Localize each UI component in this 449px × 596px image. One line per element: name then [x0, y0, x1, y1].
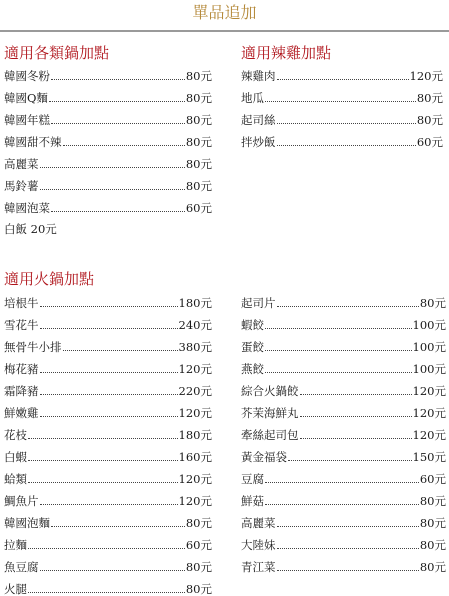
menu-item-name: 霜降豬 — [4, 384, 39, 398]
menu-item-name: 大陸妹 — [241, 538, 276, 552]
menu-item — [4, 398, 212, 420]
dot-leader — [28, 438, 178, 439]
menu-item-name: 韓國泡菜 — [4, 201, 50, 215]
dot-leader — [40, 306, 178, 307]
menu-list-spicy — [241, 61, 443, 149]
menu-item-price: 100元 — [412, 340, 446, 354]
menu-item-name: 韓國甜不辣 — [4, 135, 62, 149]
dot-leader — [300, 438, 412, 439]
menu-item-price: 80元 — [419, 516, 446, 530]
menu-item-price: 80元 — [185, 91, 212, 105]
menu-item-name: 高麗菜 — [241, 516, 276, 530]
menu-item-name: 起司片 — [241, 296, 276, 310]
menu-item — [241, 420, 446, 442]
menu-item-name: 蛤類 — [4, 472, 27, 486]
menu-item-name: 豆腐 — [241, 472, 264, 486]
menu-item-price: 60元 — [419, 472, 446, 486]
menu-item-name: 韓國泡麵 — [4, 516, 50, 530]
menu-item — [241, 127, 443, 149]
menu-item — [241, 105, 443, 127]
menu-item-name: 培根牛 — [4, 296, 39, 310]
menu-item-price: 80元 — [185, 560, 212, 574]
menu-item-price: 80元 — [416, 91, 443, 105]
menu-item-price: 120元 — [178, 472, 212, 486]
menu-item — [241, 83, 443, 105]
menu-item-name: 白蝦 — [4, 450, 27, 464]
menu-item — [4, 83, 212, 105]
dot-leader — [265, 372, 412, 373]
menu-item — [241, 288, 446, 310]
menu-item-name: 韓國年糕 — [4, 113, 50, 127]
menu-item-price: 240元 — [178, 318, 212, 332]
menu-item — [241, 486, 446, 508]
menu-item-price: 180元 — [178, 296, 212, 310]
menu-item-name: 辣雞肉 — [241, 69, 276, 83]
menu-item-name: 拌炒飯 — [241, 135, 276, 149]
menu-item — [4, 442, 212, 464]
menu-item-name: 蝦餃 — [241, 318, 264, 332]
menu-item-price: 100元 — [412, 318, 446, 332]
dot-leader — [277, 570, 419, 571]
menu-item — [4, 552, 212, 574]
menu-item — [241, 61, 443, 83]
menu-item — [4, 354, 212, 376]
menu-item-price: 120元 — [412, 406, 446, 420]
menu-item — [4, 171, 212, 193]
menu-item-price: 120元 — [178, 494, 212, 508]
menu-item-price: 60元 — [416, 135, 443, 149]
dot-leader — [28, 592, 185, 593]
menu-item — [4, 127, 212, 149]
menu-item-name: 牽絲起司包 — [241, 428, 299, 442]
menu-item — [4, 105, 212, 127]
menu-item-name: 鯛魚片 — [4, 494, 39, 508]
menu-item-price: 80元 — [185, 69, 212, 83]
dot-leader — [40, 416, 178, 417]
menu-item-name: 雪花牛 — [4, 318, 39, 332]
menu-item — [4, 332, 212, 354]
menu-item-name: 韓國冬粉 — [4, 69, 50, 83]
dot-leader — [265, 482, 419, 483]
menu-item-name: 花枝 — [4, 428, 27, 442]
page-title: 單品追加 — [192, 3, 257, 22]
dot-leader — [300, 394, 412, 395]
menu-item-price: 80元 — [416, 113, 443, 127]
menu-item — [4, 193, 212, 215]
menu-item-name: 起司絲 — [241, 113, 276, 127]
menu-list-korean — [4, 61, 212, 215]
dot-leader — [300, 416, 412, 417]
menu-item-price: 80元 — [419, 494, 446, 508]
header-divider — [0, 30, 449, 32]
menu-item — [241, 530, 446, 552]
menu-item-price: 120元 — [178, 406, 212, 420]
dot-leader — [277, 306, 419, 307]
menu-item — [4, 288, 212, 310]
menu-item — [4, 61, 212, 83]
menu-item-price: 80元 — [419, 538, 446, 552]
dot-leader — [277, 526, 419, 527]
menu-item-price: 80元 — [185, 135, 212, 149]
menu-item — [241, 354, 446, 376]
menu-item-price: 380元 — [178, 340, 212, 354]
menu-item — [4, 464, 212, 486]
menu-item-price: 80元 — [185, 179, 212, 193]
menu-item-price: 80元 — [185, 516, 212, 530]
menu-item — [4, 486, 212, 508]
menu-item-name: 馬鈴薯 — [4, 179, 39, 193]
dot-leader — [40, 167, 185, 168]
menu-item — [241, 332, 446, 354]
dot-leader — [40, 570, 185, 571]
dot-leader — [63, 350, 178, 351]
menu-item-name: 梅花豬 — [4, 362, 39, 376]
menu-item-name: 燕餃 — [241, 362, 264, 376]
dot-leader — [277, 145, 416, 146]
menu-list-hotpot-left — [4, 288, 212, 596]
menu-item — [4, 149, 212, 171]
dot-leader — [288, 460, 412, 461]
dot-leader — [265, 328, 412, 329]
menu-item-price: 180元 — [178, 428, 212, 442]
menu-item-name: 無骨牛小排 — [4, 340, 62, 354]
menu-item-price: 120元 — [412, 428, 446, 442]
section-title-spicy: 適用辣雞加點 — [241, 44, 332, 62]
dot-leader — [277, 79, 409, 80]
menu-item — [241, 442, 446, 464]
menu-item — [4, 376, 212, 398]
menu-item-name: 黃金福袋 — [241, 450, 287, 464]
menu-item-name: 拉麵 — [4, 538, 27, 552]
dot-leader — [40, 328, 178, 329]
dot-leader — [265, 350, 412, 351]
menu-item-name: 地瓜 — [241, 91, 264, 105]
menu-item-name: 綜合火鍋餃 — [241, 384, 299, 398]
dot-leader — [51, 526, 185, 527]
rice-note: 白飯 20元 — [4, 222, 57, 236]
menu-item — [241, 552, 446, 574]
menu-item-price: 80元 — [419, 296, 446, 310]
menu-list-hotpot-right — [241, 288, 446, 574]
dot-leader — [40, 189, 185, 190]
menu-item — [241, 398, 446, 420]
menu-item-price: 60元 — [185, 538, 212, 552]
menu-item-name: 魚豆腐 — [4, 560, 39, 574]
dot-leader — [51, 79, 185, 80]
menu-item — [241, 464, 446, 486]
dot-leader — [28, 548, 185, 549]
menu-item — [4, 420, 212, 442]
menu-item — [241, 376, 446, 398]
menu-item-price: 80元 — [419, 560, 446, 574]
menu-item-price: 160元 — [178, 450, 212, 464]
dot-leader — [265, 504, 419, 505]
menu-item-price: 80元 — [185, 157, 212, 171]
dot-leader — [51, 211, 185, 212]
menu-item — [4, 508, 212, 530]
dot-leader — [28, 460, 178, 461]
menu-item-name: 蛋餃 — [241, 340, 264, 354]
menu-item-price: 120元 — [178, 362, 212, 376]
menu-item-price: 150元 — [412, 450, 446, 464]
menu-item-name: 鮮菇 — [241, 494, 264, 508]
dot-leader — [40, 394, 178, 395]
menu-item-name: 韓國Q麵 — [4, 91, 48, 105]
dot-leader — [40, 372, 178, 373]
dot-leader — [51, 123, 185, 124]
dot-leader — [265, 101, 416, 102]
dot-leader — [40, 504, 178, 505]
section-title-hotpot: 適用火鍋加點 — [4, 270, 95, 288]
menu-item — [241, 310, 446, 332]
menu-item-price: 120元 — [409, 69, 443, 83]
menu-item-name: 火腿 — [4, 582, 27, 596]
dot-leader — [63, 145, 185, 146]
dot-leader — [277, 123, 416, 124]
section-title-korean: 適用各類鍋加點 — [4, 44, 110, 62]
menu-item-price: 220元 — [178, 384, 212, 398]
menu-item — [4, 574, 212, 596]
dot-leader — [277, 548, 419, 549]
menu-item-price: 80元 — [185, 113, 212, 127]
dot-leader — [49, 101, 185, 102]
menu-item-price: 80元 — [185, 582, 212, 596]
menu-item-name: 鮮嫩雞 — [4, 406, 39, 420]
menu-item-name: 青江菜 — [241, 560, 276, 574]
menu-item — [4, 530, 212, 552]
menu-item-name: 芥茉海鮮丸 — [241, 406, 299, 420]
menu-item-price: 60元 — [185, 201, 212, 215]
menu-item — [4, 310, 212, 332]
menu-item-name: 高麗菜 — [4, 157, 39, 171]
menu-item-price: 100元 — [412, 362, 446, 376]
dot-leader — [28, 482, 178, 483]
menu-item-price: 120元 — [412, 384, 446, 398]
menu-item — [241, 508, 446, 530]
